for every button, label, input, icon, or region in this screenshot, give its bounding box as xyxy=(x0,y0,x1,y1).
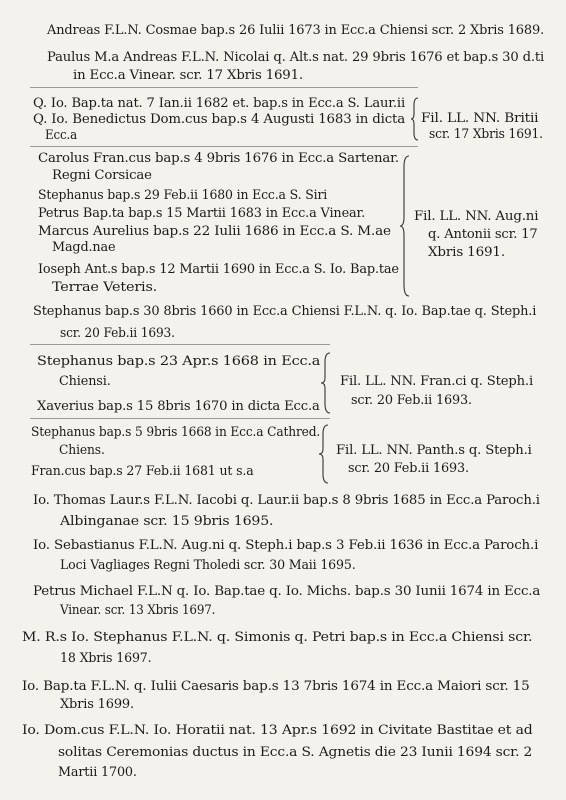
bracket-group3 xyxy=(320,352,332,414)
entry-carolus-line1: Carolus Fran.cus bap.s 4 9bris 1676 in Ecc.a Sartenar. xyxy=(38,150,399,165)
entry-stephanus-1660-line1: Stephanus bap.s 30 8bris 1660 in Ecc.a Chiensi F.L.N. q. Io. Bap.tae q. Steph.i xyxy=(33,303,537,318)
note-group4-line1: Fil. LL. NN. Panth.s q. Steph.i xyxy=(336,442,532,457)
entry-io-benedictus-line2: Ecc.a xyxy=(45,127,78,142)
entry-stephanus-1668-line1: Stephanus bap.s 23 Apr.s 1668 in Ecc.a xyxy=(37,353,321,368)
entry-andreas: Andreas F.L.N. Cosmae bap.s 26 Iulii 1673 in Ecc.a Chiensi scr. 2 Xbris 1689. xyxy=(47,22,545,37)
entry-stephanus-siri: Stephanus bap.s 29 Feb.ii 1680 in Ecc.a S. Siri xyxy=(38,187,328,202)
entry-xaverius: Xaverius bap.s 15 8bris 1670 in dicta Ecc.a xyxy=(37,398,320,413)
entry-marcus-line1: Marcus Aurelius bap.s 22 Iulii 1686 in Ecc.a S. M.ae xyxy=(38,223,391,238)
separator-line xyxy=(30,87,418,88)
entry-io-bapta: Q. Io. Bap.ta nat. 7 Ian.ii 1682 et. bap.s in Ecc.a S. Laur.ii xyxy=(33,95,405,110)
entry-paulus-line1: Paulus M.a Andreas F.L.N. Nicolai q. Alt.s nat. 29 9bris 1676 et bap.s 30 d.ti xyxy=(47,49,545,64)
entry-io-domcus-line1: Io. Dom.cus F.L.N. Io. Horatii nat. 13 Apr.s 1692 in Civitate Bastitae et ad xyxy=(22,722,533,737)
entry-stephanus-cathred-line2: Chiens. xyxy=(59,442,105,457)
entry-paulus-line2: in Ecc.a Vinear. scr. 17 Xbris 1691. xyxy=(73,67,303,82)
entry-stephanus-simonis-line1: M. R.s Io. Stephanus F.L.N. q. Simonis q. Petri bap.s in Ecc.a Chiensi scr. xyxy=(22,629,533,644)
note-group1-line2: scr. 17 Xbris 1691. xyxy=(429,126,543,141)
separator-line xyxy=(30,418,330,419)
entry-petrus-michael-line1: Petrus Michael F.L.N q. Io. Bap.tae q. Io. Michs. bap.s 30 Iunii 1674 in Ecc.a xyxy=(33,583,541,598)
entry-stephanus-1668-line2: Chiensi. xyxy=(59,373,111,388)
separator-line xyxy=(30,146,418,147)
entry-io-sebastianus-line1: Io. Sebastianus F.L.N. Aug.ni q. Steph.i bap.s 3 Feb.ii 1636 in Ecc.a Paroch.i xyxy=(33,537,539,552)
entry-francus: Fran.cus bap.s 27 Feb.ii 1681 ut s.a xyxy=(31,463,254,478)
entry-io-sebastianus-line2: Loci Vagliages Regni Tholedi scr. 30 Maii 1695. xyxy=(60,557,356,572)
separator-line xyxy=(30,344,330,345)
entry-stephanus-1660-line2: scr. 20 Feb.ii 1693. xyxy=(60,325,175,340)
note-group2-line1: Fil. LL. NN. Aug.ni xyxy=(414,208,539,223)
entry-marcus-line2: Magd.nae xyxy=(52,239,116,254)
entry-io-thomas-line1: Io. Thomas Laur.s F.L.N. Iacobi q. Laur.ii bap.s 8 9bris 1685 in Ecc.a Paroch.i xyxy=(33,492,540,507)
note-group2-line3: Xbris 1691. xyxy=(428,244,505,259)
entry-petrus-michael-line2: Vinear. scr. 13 Xbris 1697. xyxy=(60,602,216,617)
bracket-group2 xyxy=(398,155,412,297)
entry-stephanus-simonis-line2: 18 Xbris 1697. xyxy=(60,650,152,665)
entry-io-thomas-line2: Albinganae scr. 15 9bris 1695. xyxy=(60,513,274,528)
note-group2-line2: q. Antonii scr. 17 xyxy=(428,226,538,241)
note-group3-line1: Fil. LL. NN. Fran.ci q. Steph.i xyxy=(340,373,534,388)
note-group4-line2: scr. 20 Feb.ii 1693. xyxy=(348,460,469,475)
entry-io-benedictus-line1: Q. Io. Benedictus Dom.cus bap.s 4 Augusti 1683 in dicta xyxy=(33,111,406,126)
entry-petrus-bapta: Petrus Bap.ta bap.s 15 Martii 1683 in Ecc.a Vinear. xyxy=(38,205,366,220)
entry-stephanus-cathred-line1: Stephanus bap.s 5 9bris 1668 in Ecc.a Cathred. xyxy=(31,424,321,439)
entry-io-bapta-caesaris-line1: Io. Bap.ta F.L.N. q. Iulii Caesaris bap.s 13 7bris 1674 in Ecc.a Maiori scr. 15 xyxy=(22,678,530,693)
entry-ioseph-line1: Ioseph Ant.s bap.s 12 Martii 1690 in Ecc.a S. Io. Bap.tae xyxy=(38,261,399,276)
bracket-group1 xyxy=(410,97,420,141)
entry-io-domcus-line2: solitas Ceremonias ductus in Ecc.a S. Agnetis die 23 Iunii 1694 scr. 2 xyxy=(58,744,533,759)
entry-io-domcus-line3: Martii 1700. xyxy=(58,764,137,779)
entry-io-bapta-caesaris-line2: Xbris 1699. xyxy=(60,696,134,711)
entry-ioseph-line2: Terrae Veteris. xyxy=(52,279,158,294)
bracket-group4 xyxy=(318,424,330,484)
entry-carolus-line2: Regni Corsicae xyxy=(52,167,152,182)
note-group1-line1: Fil. LL. NN. Britii xyxy=(421,110,539,125)
note-group3-line2: scr. 20 Feb.ii 1693. xyxy=(351,392,472,407)
